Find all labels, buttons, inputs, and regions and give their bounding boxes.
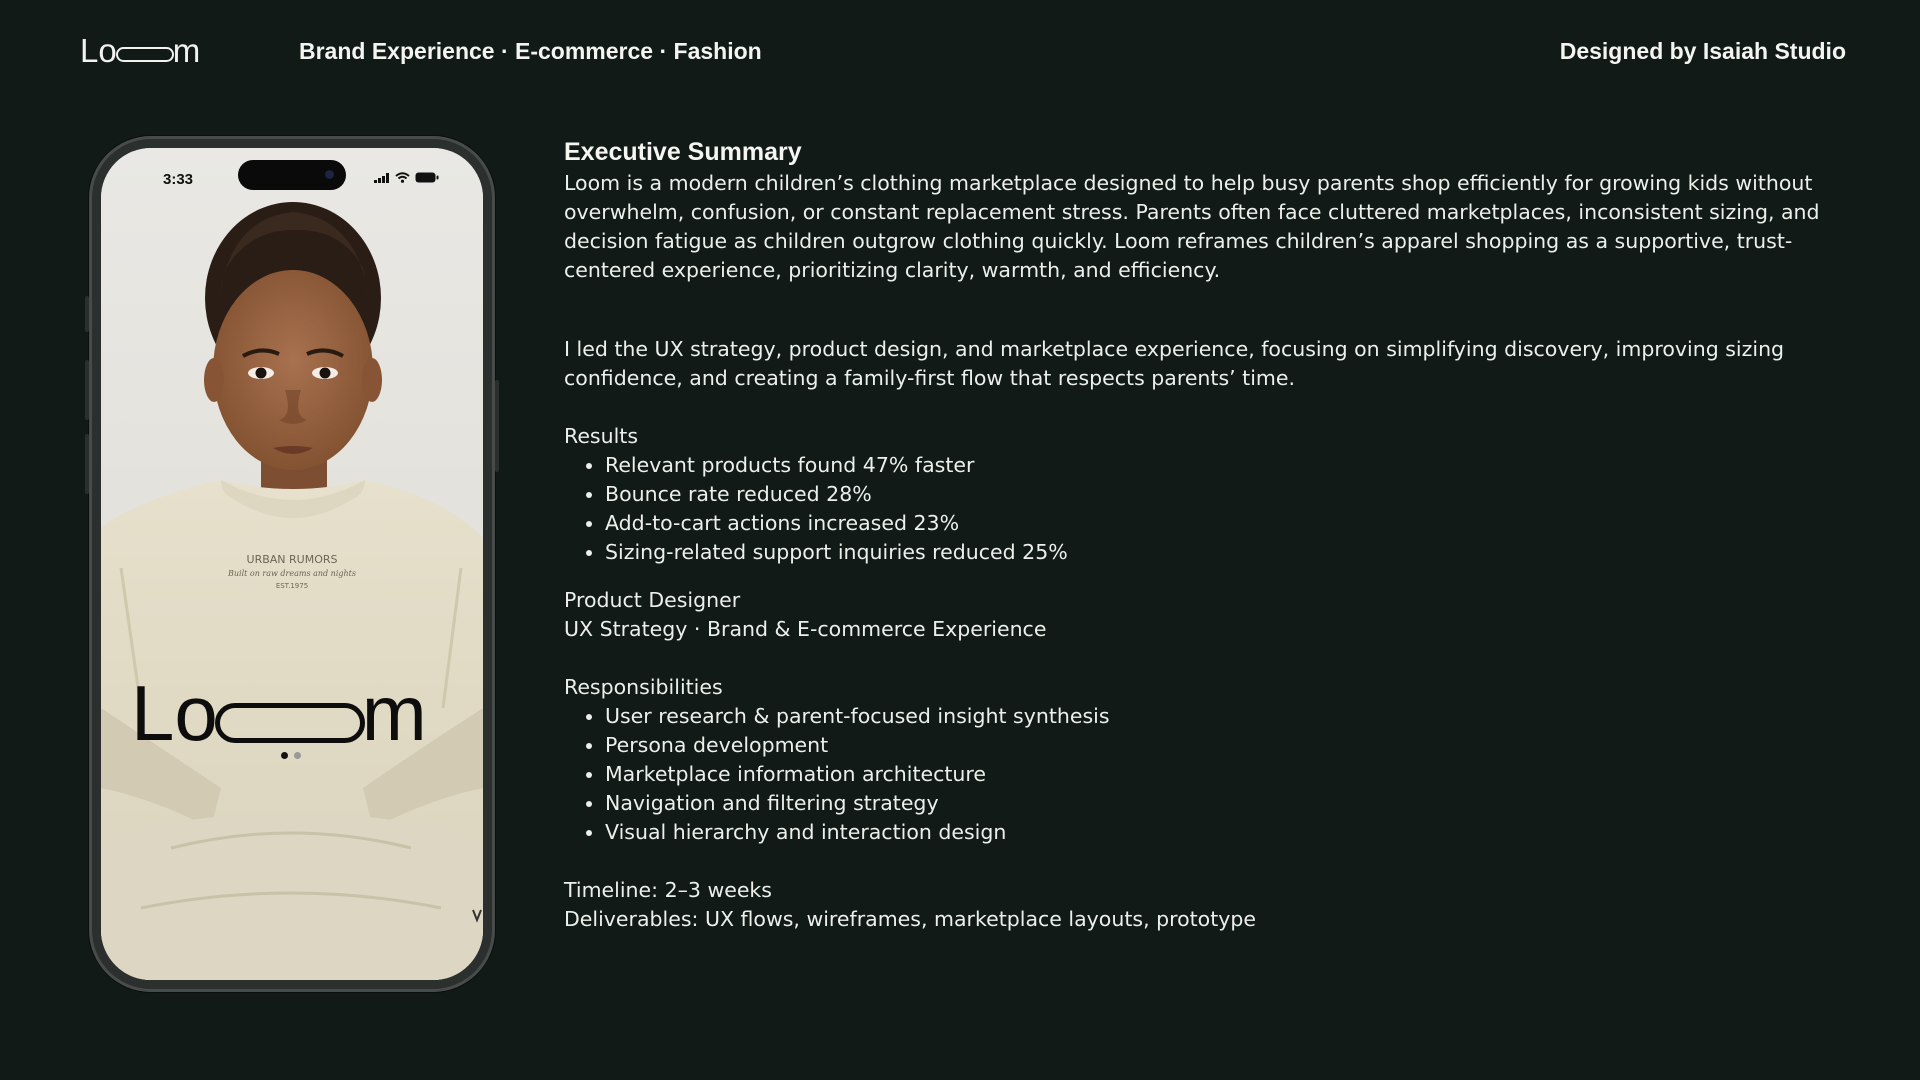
responsibilities-heading: Responsibilities	[564, 675, 723, 699]
responsibility-item: • User research & parent-focused insight synthesis	[605, 702, 1864, 731]
phone-mockup	[89, 136, 495, 992]
wifi-icon	[395, 172, 410, 183]
screen-logo-prefix: Lo	[131, 669, 218, 757]
screen-logo-loop-mark	[215, 703, 365, 743]
results-item: • Add-to-cart actions increased 23%	[605, 509, 1864, 538]
results-list	[564, 451, 1864, 567]
case-study-summary	[564, 135, 1864, 934]
role-subtitle: UX Strategy · Brand & E-commerce Experience	[564, 617, 1047, 641]
status-bar-icons	[374, 172, 439, 183]
dynamic-island	[238, 160, 346, 190]
results-item: • Relevant products found 47% faster	[605, 451, 1864, 480]
results-item: • Sizing-related support inquiries reduced 25%	[605, 538, 1864, 567]
logo-suffix: m	[172, 31, 201, 69]
phone-screen	[101, 148, 483, 980]
shirt-print-script: Built on raw dreams and nights	[228, 569, 356, 578]
section-title: Executive Summary	[564, 138, 802, 166]
project-tagline: Brand Experience · E-commerce · Fashion	[299, 38, 762, 64]
cellular-signal-icon	[374, 173, 390, 183]
designer-credit: Designed by Isaiah Studio	[1559, 38, 1846, 64]
deliverables: Deliverables: UX flows, wireframes, marketplace layouts, prototype	[564, 907, 1257, 931]
results-item: • Bounce rate reduced 28%	[605, 480, 1864, 509]
responsibilities-list	[564, 702, 1864, 847]
phone-action-button	[85, 296, 89, 332]
role-statement: I led the UX strategy, product design, and marketplace experience, focusing on simplifying discovery, improving sizing confidence, and creating a family-first flow that respects parents’ time.	[564, 337, 1785, 390]
screen-brand-logo	[131, 669, 427, 757]
phone-volume-down-button	[85, 434, 89, 494]
loom-logo	[80, 31, 201, 69]
status-bar-time: 3:33	[163, 171, 194, 188]
carousel-indicator[interactable]	[281, 752, 301, 759]
summary-intro: Loom is a modern children’s clothing marketplace designed to help busy parents shop efficiently for growing kids without overwhelm, confusion, or constant replacement stress. Parents often face cluttered marketplaces, inconsistent sizing, and decision fatigue as children outgrow clothing quickly. Loom reframes children’s apparel shopping as a supportive, trust-centered experience, prioritizing clarity, warmth, and efficiency.	[564, 171, 1820, 282]
role-title: Product Designer	[564, 588, 741, 612]
results-heading: Results	[564, 424, 639, 448]
battery-icon	[415, 172, 439, 183]
responsibility-item: • Persona development	[605, 731, 1864, 760]
responsibility-item: • Navigation and filtering strategy	[605, 789, 1864, 818]
shirt-print-est: EST.1975	[275, 582, 309, 590]
logo-prefix: Lo	[80, 31, 117, 69]
phone-volume-up-button	[85, 360, 89, 420]
hero-photo	[101, 148, 483, 980]
phone-power-button	[495, 380, 499, 472]
shirt-print-brand: URBAN RUMORS	[246, 553, 338, 566]
responsibility-item: • Visual hierarchy and interaction design	[605, 818, 1864, 847]
screen-logo-suffix: m	[361, 669, 427, 757]
timeline: Timeline: 2–3 weeks	[564, 878, 772, 902]
responsibility-item: • Marketplace information architecture	[605, 760, 1864, 789]
carousel-dot-2[interactable]	[294, 752, 301, 759]
logo-loop-mark	[116, 47, 174, 62]
carousel-dot-1[interactable]	[281, 752, 288, 759]
